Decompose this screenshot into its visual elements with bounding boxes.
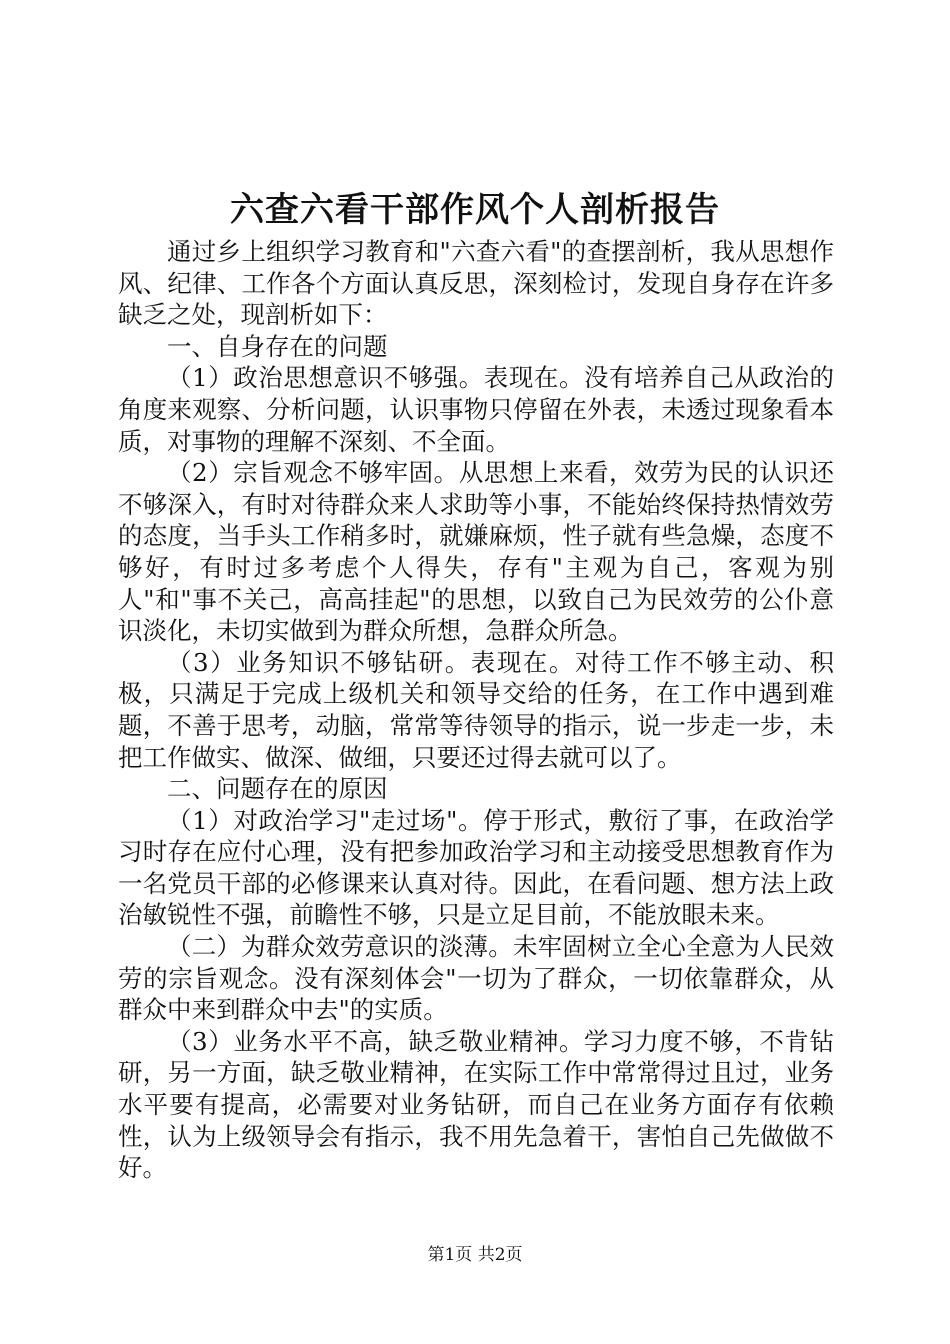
document-body [118, 236, 834, 1184]
problem-paragraph-1: （1）政治思想意识不够强。表现在。没有培养自己从政治的角度来观察、分析问题，认识事物只停留在外表，未透过现象看本质，对事物的理解不深刻、不全面。 [118, 363, 834, 456]
intro-paragraph: 通过乡上组织学习教育和"六查六看"的查摆剖析，我从思想作风、纪律、工作各个方面认真反思，深刻检讨，发现自身存在许多缺乏之处，现剖析如下： [118, 237, 834, 330]
cause-paragraph-2: （二）为群众效劳意识的淡薄。未牢固树立全心全意为人民效劳的宗旨观念。没有深刻体会"一切为了群众，一切依靠群众，从群众中来到群众中去"的实质。 [118, 932, 834, 1025]
cause-paragraph-3: （3）业务水平不高，缺乏敬业精神。学习力度不够，不肯钻研，另一方面，缺乏敬业精神，在实际工作中常常得过且过，业务水平要有提高，必需要对业务钻研，而自己在业务方面存有依赖性，认为上级领导会有指示，我不用先急着干，害怕自己先做做不好。 [118, 1026, 834, 1183]
page-number: 第1页 共2页 [427, 1245, 523, 1265]
problem-paragraph-2: （2）宗旨观念不够牢固。从思想上来看，效劳为民的认识还不够深入，有时对待群众来人求助等小事，不能始终保持热情效劳的态度，当手头工作稍多时，就嫌麻烦，性子就有些急燥，态度不够好，有时过多考虑个人得失，存有"主观为自己，客观为别人"和"事不关己，高高挂起"的思想，以致自己为民效劳的公仆意识淡化，未切实做到为群众所想，急群众所急。 [118, 458, 834, 646]
document-title: 六查六看干部作风个人剖析报告 [230, 190, 720, 230]
problem-paragraph-3: （3）业务知识不够钻研。表现在。对待工作不够主动、积极，只满足于完成上级机关和领导交给的任务，在工作中遇到难题，不善于思考，动脑，常常等待领导的指示，说一步走一步，未把工作做实、做深、做细，只要还过得去就可以了。 [118, 647, 834, 772]
section-heading-causes: 二、问题存在的原因 [167, 774, 388, 804]
section-heading-problems: 一、自身存在的问题 [167, 331, 388, 361]
cause-paragraph-1: （1）对政治学习"走过场"。停于形式，敷衍了事，在政治学习时存在应付心理，没有把参加政治学习和主动接受思想教育作为一名党员干部的必修课来认真对待。因此，在看问题、想方法上政治敏锐性不强，前瞻性不够，只是立足目前，不能放眼未来。 [118, 805, 834, 930]
